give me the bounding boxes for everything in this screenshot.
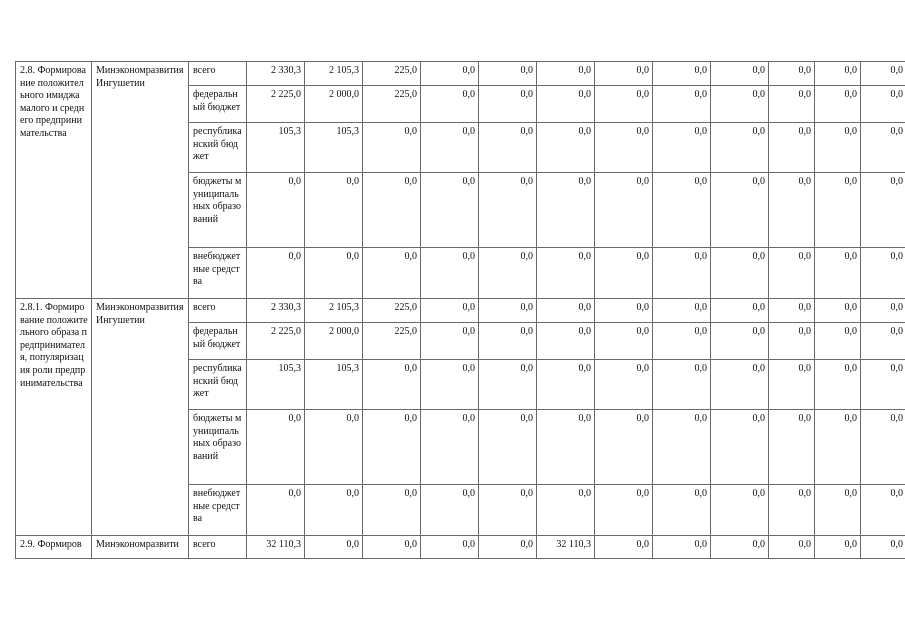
budget-table <box>15 61 905 559</box>
value-cell: 0,0 <box>479 410 537 485</box>
value-cell: 0,0 <box>653 536 711 559</box>
value-cell: 0,0 <box>421 123 479 173</box>
value-cell: 0,0 <box>421 299 479 323</box>
value-cell: 0,0 <box>815 173 861 248</box>
value-cell: 0,0 <box>815 299 861 323</box>
responsible-cell: Минэкономразвити <box>92 536 189 559</box>
value-cell: 2 225,0 <box>247 86 305 123</box>
value-cell: 105,3 <box>305 123 363 173</box>
value-cell: 0,0 <box>421 248 479 299</box>
value-cell: 0,0 <box>305 173 363 248</box>
value-cell: 0,0 <box>711 360 769 410</box>
value-cell: 0,0 <box>363 360 421 410</box>
funding-source-cell: бюджеты муниципальных образований <box>189 410 247 485</box>
value-cell: 0,0 <box>711 248 769 299</box>
value-cell: 0,0 <box>711 536 769 559</box>
value-cell: 0,0 <box>815 485 861 536</box>
value-cell: 0,0 <box>479 86 537 123</box>
value-cell: 225,0 <box>363 323 421 360</box>
value-cell: 2 330,3 <box>247 299 305 323</box>
value-cell: 2 105,3 <box>305 299 363 323</box>
value-cell: 2 330,3 <box>247 62 305 86</box>
value-cell: 0,0 <box>861 173 905 248</box>
value-cell: 0,0 <box>711 485 769 536</box>
value-cell: 0,0 <box>421 360 479 410</box>
value-cell: 0,0 <box>421 485 479 536</box>
funding-source-cell: федеральный бюджет <box>189 86 247 123</box>
value-cell: 0,0 <box>479 173 537 248</box>
value-cell: 0,0 <box>595 323 653 360</box>
value-cell: 0,0 <box>653 410 711 485</box>
funding-source-cell: внебюджетные средства <box>189 248 247 299</box>
value-cell: 0,0 <box>711 173 769 248</box>
value-cell: 0,0 <box>711 86 769 123</box>
value-cell: 0,0 <box>537 485 595 536</box>
value-cell: 0,0 <box>305 485 363 536</box>
table-row <box>16 62 905 86</box>
value-cell: 105,3 <box>305 360 363 410</box>
value-cell: 32 110,3 <box>247 536 305 559</box>
value-cell: 0,0 <box>711 410 769 485</box>
value-cell: 0,0 <box>861 86 905 123</box>
value-cell: 2 105,3 <box>305 62 363 86</box>
value-cell: 0,0 <box>537 86 595 123</box>
value-cell: 0,0 <box>711 299 769 323</box>
responsible-cell: Минэкономразвития Ингушетии <box>92 299 189 536</box>
value-cell: 0,0 <box>861 410 905 485</box>
table-row <box>16 536 905 559</box>
value-cell: 225,0 <box>363 62 421 86</box>
measure-name-cell: 2.9. Формиров <box>16 536 92 559</box>
funding-source-cell: всего <box>189 536 247 559</box>
value-cell: 0,0 <box>421 86 479 123</box>
value-cell: 0,0 <box>537 410 595 485</box>
value-cell: 0,0 <box>711 123 769 173</box>
value-cell: 0,0 <box>815 410 861 485</box>
value-cell: 0,0 <box>815 62 861 86</box>
value-cell: 0,0 <box>861 248 905 299</box>
value-cell: 2 225,0 <box>247 323 305 360</box>
value-cell: 0,0 <box>421 62 479 86</box>
value-cell: 0,0 <box>363 248 421 299</box>
value-cell: 0,0 <box>305 248 363 299</box>
value-cell: 0,0 <box>653 485 711 536</box>
value-cell: 2 000,0 <box>305 323 363 360</box>
value-cell: 0,0 <box>537 173 595 248</box>
value-cell: 0,0 <box>595 360 653 410</box>
responsible-cell: Минэкономразвития Ингушетии <box>92 62 189 299</box>
value-cell: 0,0 <box>861 323 905 360</box>
value-cell: 0,0 <box>769 485 815 536</box>
value-cell: 0,0 <box>363 173 421 248</box>
table-row <box>16 299 905 323</box>
value-cell: 0,0 <box>769 62 815 86</box>
value-cell: 0,0 <box>595 248 653 299</box>
value-cell: 0,0 <box>479 323 537 360</box>
value-cell: 0,0 <box>769 410 815 485</box>
value-cell: 0,0 <box>595 86 653 123</box>
value-cell: 105,3 <box>247 123 305 173</box>
value-cell: 32 110,3 <box>537 536 595 559</box>
value-cell: 0,0 <box>769 299 815 323</box>
value-cell: 0,0 <box>247 248 305 299</box>
value-cell: 0,0 <box>861 485 905 536</box>
funding-source-cell: всего <box>189 62 247 86</box>
value-cell: 0,0 <box>421 536 479 559</box>
funding-source-cell: бюджеты муниципальных образований <box>189 173 247 248</box>
value-cell: 225,0 <box>363 86 421 123</box>
value-cell: 0,0 <box>421 173 479 248</box>
value-cell: 0,0 <box>363 123 421 173</box>
value-cell: 0,0 <box>479 299 537 323</box>
value-cell: 0,0 <box>711 323 769 360</box>
value-cell: 0,0 <box>861 536 905 559</box>
value-cell: 0,0 <box>861 360 905 410</box>
value-cell: 0,0 <box>537 248 595 299</box>
value-cell: 0,0 <box>769 536 815 559</box>
value-cell: 0,0 <box>711 62 769 86</box>
value-cell: 0,0 <box>595 536 653 559</box>
value-cell: 0,0 <box>305 536 363 559</box>
value-cell: 0,0 <box>537 62 595 86</box>
funding-source-cell: республиканский бюджет <box>189 360 247 410</box>
value-cell: 0,0 <box>363 410 421 485</box>
funding-source-cell: всего <box>189 299 247 323</box>
value-cell: 0,0 <box>479 536 537 559</box>
value-cell: 0,0 <box>595 299 653 323</box>
value-cell: 225,0 <box>363 299 421 323</box>
value-cell: 0,0 <box>479 123 537 173</box>
funding-source-cell: внебюджетные средства <box>189 485 247 536</box>
value-cell: 0,0 <box>815 86 861 123</box>
value-cell: 0,0 <box>305 410 363 485</box>
value-cell: 0,0 <box>653 299 711 323</box>
value-cell: 0,0 <box>815 248 861 299</box>
value-cell: 0,0 <box>861 62 905 86</box>
value-cell: 0,0 <box>815 323 861 360</box>
value-cell: 0,0 <box>653 86 711 123</box>
value-cell: 0,0 <box>479 360 537 410</box>
measure-name-cell: 2.8.1. Формирование положительного образа предпринимателя, популяризация роли предпринимательства <box>16 299 92 536</box>
value-cell: 0,0 <box>861 123 905 173</box>
value-cell: 0,0 <box>537 299 595 323</box>
value-cell: 0,0 <box>363 485 421 536</box>
value-cell: 0,0 <box>421 410 479 485</box>
value-cell: 0,0 <box>653 123 711 173</box>
value-cell: 0,0 <box>479 248 537 299</box>
value-cell: 0,0 <box>595 123 653 173</box>
value-cell: 0,0 <box>815 360 861 410</box>
value-cell: 0,0 <box>595 173 653 248</box>
value-cell: 0,0 <box>769 173 815 248</box>
value-cell: 0,0 <box>595 485 653 536</box>
value-cell: 0,0 <box>479 485 537 536</box>
value-cell: 0,0 <box>653 173 711 248</box>
value-cell: 0,0 <box>769 123 815 173</box>
value-cell: 0,0 <box>363 536 421 559</box>
table-body <box>16 62 905 559</box>
value-cell: 0,0 <box>653 360 711 410</box>
value-cell: 0,0 <box>815 123 861 173</box>
value-cell: 0,0 <box>537 123 595 173</box>
value-cell: 0,0 <box>769 360 815 410</box>
value-cell: 0,0 <box>479 62 537 86</box>
value-cell: 0,0 <box>537 360 595 410</box>
value-cell: 0,0 <box>653 323 711 360</box>
measure-name-cell: 2.8. Формирование положительного имиджа малого и среднего предпринимательства <box>16 62 92 299</box>
value-cell: 0,0 <box>537 323 595 360</box>
value-cell: 2 000,0 <box>305 86 363 123</box>
value-cell: 0,0 <box>769 86 815 123</box>
value-cell: 0,0 <box>653 248 711 299</box>
value-cell: 0,0 <box>861 299 905 323</box>
value-cell: 0,0 <box>769 248 815 299</box>
value-cell: 0,0 <box>595 410 653 485</box>
value-cell: 0,0 <box>421 323 479 360</box>
value-cell: 0,0 <box>653 62 711 86</box>
value-cell: 0,0 <box>769 323 815 360</box>
value-cell: 0,0 <box>247 410 305 485</box>
value-cell: 0,0 <box>247 173 305 248</box>
value-cell: 105,3 <box>247 360 305 410</box>
value-cell: 0,0 <box>595 62 653 86</box>
funding-source-cell: республиканский бюджет <box>189 123 247 173</box>
value-cell: 0,0 <box>247 485 305 536</box>
value-cell: 0,0 <box>815 536 861 559</box>
funding-source-cell: федеральный бюджет <box>189 323 247 360</box>
